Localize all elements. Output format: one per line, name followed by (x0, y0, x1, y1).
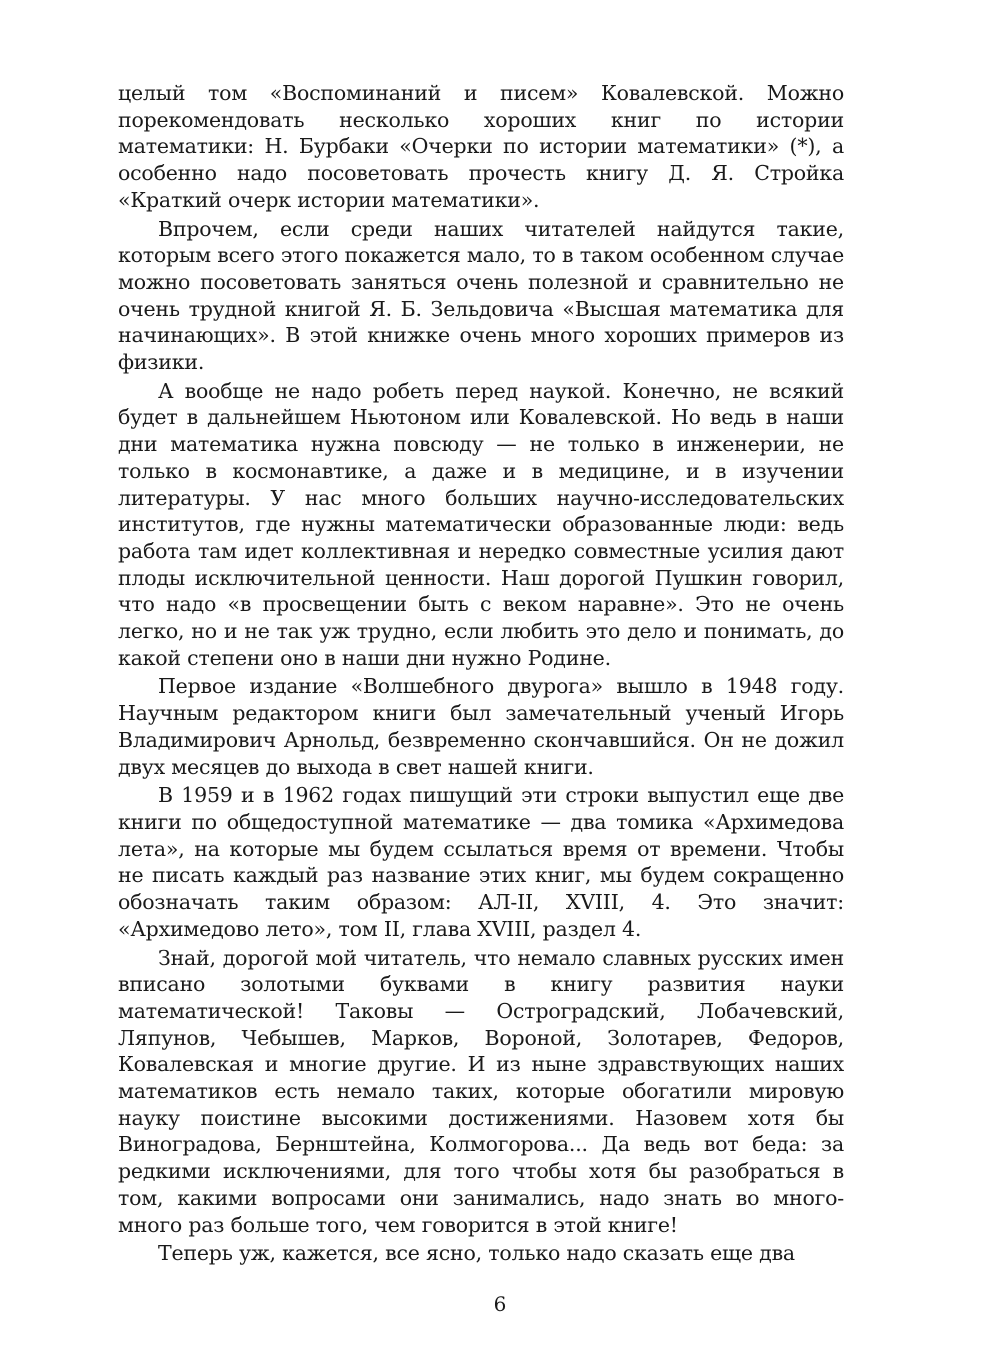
page-body (118, 80, 844, 1269)
paragraph-2: Впрочем, если среди наших читателей найдутся такие, которым всего этого покажется мало, то в таком особенном случае можно посоветовать заняться очень полезной и сравнительно не очень трудной книгой Я. Б. Зельдовича «Высшая математика для начинающих». В этой книжке очень много хороших примеров из физики. (118, 216, 844, 375)
paragraph-5: В 1959 и в 1962 годах пишущий эти строки выпустил еще две книги по общедоступной математике — два томика «Архимедова лета», на которые мы будем ссылаться время от времени. Чтобы не писать каждый раз название этих книг, мы будем сокращенно обозначать таким образом: АЛ-II, XVIII, 4. Это значит: «Архимедово лето», том II, глава XVIII, раздел 4. (118, 783, 844, 941)
paragraph-7: Теперь уж, кажется, все ясно, только надо сказать еще два (158, 1241, 795, 1266)
paragraph-6: Знай, дорогой мой читатель, что немало славных русских имен вписано золотыми буквами в книгу развития науки математической! Таковы — Остроградский, Лобачевский, Ляпунов, Чебышев, Марков, Вороной, Золотарев, Федоров, Ковалевская и многие другие. И из ныне здравствующих наших математиков есть немало таких, которые обогатили мировую науку поистине высокими достижениями. Назовем хотя бы Виноградова, Бернштейна, Колмогорова... Да ведь вот беда: за редкими исключениями, для того чтобы хотя бы разобраться в том, какими вопросами они занимались, надо знать во много-много раз больше того, чем говорится в этой книге! (118, 945, 844, 1237)
page-number: 6 (493, 1292, 507, 1316)
paragraph-4: Первое издание «Волшебного двурога» вышло в 1948 году. Научным редактором книги был замечательный ученый Игорь Владимирович Арнольд, безвременно скончавшийся. Он не дожил двух месяцев до выхода в свет нашей книги. (118, 674, 844, 779)
paragraph-1: целый том «Воспоминаний и писем» Ковалевской. Можно порекомендовать несколько хороших книг по истории математики: Н. Бурбаки «Очерки по истории математики» (*), а особенно надо посоветовать прочесть книгу Д. Я. Стройка «Краткий очерк истории математики». (118, 81, 844, 212)
paragraph-3: А вообще не надо робеть перед наукой. Конечно, не всякий будет в дальнейшем Ньютоном или Ковалевской. Но ведь в наши дни математика нужна повсюду — не только в инженерии, не только в космонавтике, а даже и в медицине, и в изучении литературы. У нас много больших научно-исследовательских институтов, где нужны математически образованные люди: ведь работа там идет коллективная и нередко совместные усилия дают плоды исключительной ценности. Наш дорогой Пушкин говорил, что надо «в просвещении быть с веком наравне». Это не очень легко, но и не так уж трудно, если любить это дело и понимать, до какой степени оно в наши дни нужно Родине. (118, 378, 844, 670)
